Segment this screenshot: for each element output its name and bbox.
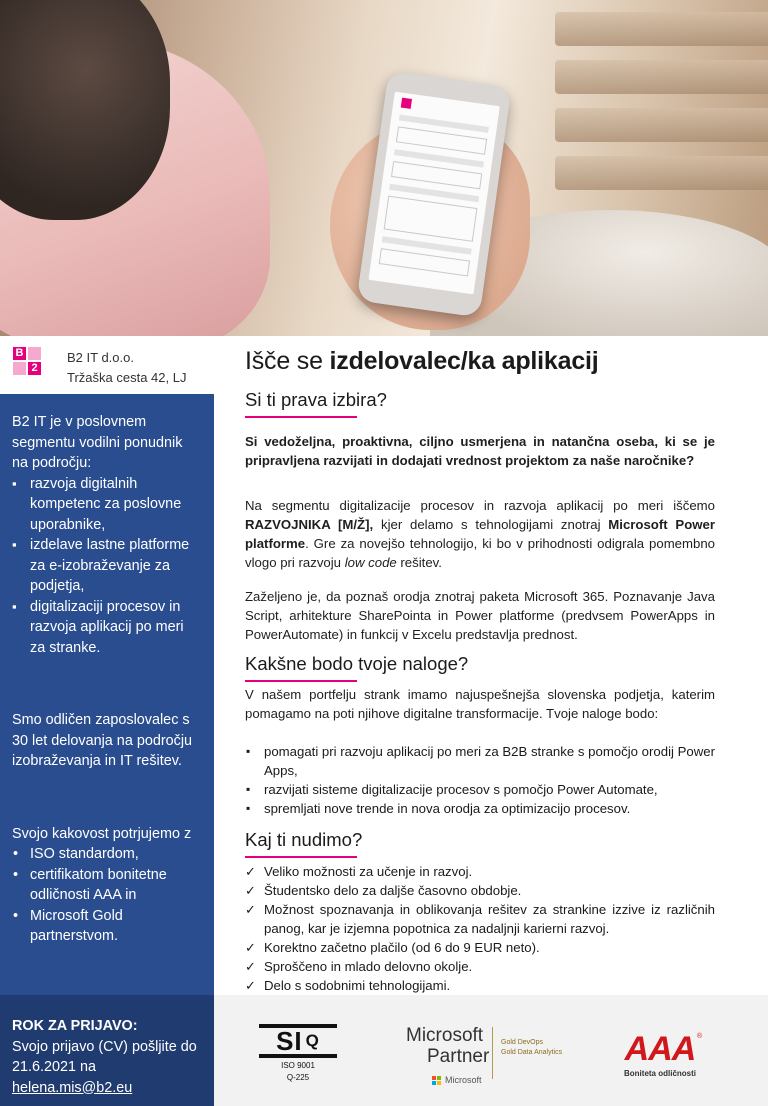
text-run: . Gre za novejšo tehnologijo, ki bo v prihodnosti odigrala pomembno vlogo pri razvoju <box>245 536 715 570</box>
list-item: ✓ Možnost spoznavanja in oblikovanja rešitev za strankine izzive iz različnih panog, kar je izjemna popotnica za nadaljnji karierni razvoj. <box>245 900 715 938</box>
logo-b: B <box>13 347 26 360</box>
flag-square <box>432 1081 436 1085</box>
registered-icon: ® <box>696 1033 702 1040</box>
sidebar-intro: B2 IT je v poslovnem segmentu vodilni ponudnik na področju: <box>12 414 183 471</box>
text-run: kjer delamo s tehnologijami znotraj <box>373 517 609 532</box>
text-run: Na segmentu digitalizacije procesov in razvoja aplikacij po meri iščemo <box>245 498 715 513</box>
tasks-list <box>245 742 715 818</box>
phone-field <box>384 196 478 242</box>
offers-list <box>245 862 715 995</box>
logo-square <box>13 362 26 375</box>
ms-line1: Microsoft <box>406 1025 484 1046</box>
paragraph-role <box>245 496 715 572</box>
title-bold: izdelovalec/ka aplikacij <box>329 347 599 375</box>
hero-photo <box>0 0 768 336</box>
logo-square <box>28 347 41 360</box>
main-content <box>245 344 715 378</box>
ms-competency: Gold Data Analytics <box>501 1049 563 1056</box>
flag-square <box>437 1081 441 1085</box>
phone-app-logo <box>401 98 412 109</box>
list-item: ▪ spremljati nove trende in nova orodja za optimizacijo procesov. <box>245 799 715 818</box>
aaa-logo <box>624 1030 702 1078</box>
ms-brand-row <box>406 1075 489 1085</box>
list-item: • ISO standardom, <box>12 844 202 865</box>
list-item: ✓ Študentsko delo za daljše časovno obdobje. <box>245 881 715 900</box>
sidebar-quality-intro: Svojo kakovost potrjujemo z <box>12 825 192 842</box>
iso-logo <box>259 1024 337 1082</box>
section-heading-tasks: Kakšne bodo tvoje naloge? <box>245 653 468 682</box>
list-item: ▪ pomagati pri razvoju aplikacij po meri za B2B stranke s pomočjo orodij Power Apps, <box>245 742 715 780</box>
microsoft-partner-logo <box>406 1026 489 1085</box>
bench-slat <box>555 108 768 142</box>
logo-2: 2 <box>28 362 41 375</box>
bench-slat <box>555 60 768 94</box>
ms-competency: Gold DevOps <box>501 1039 544 1046</box>
tasks-intro: V našem portfelju strank imamo najuspešnejša slovenska podjetja, katerim pomagamo na poti njihove digitalne transformacije. Tvoje naloge bodo: <box>245 687 715 721</box>
iso-caption-1: ISO 9001 <box>281 1061 315 1070</box>
text-run-italic: low code <box>344 555 397 570</box>
apply-email-link[interactable]: helena.mis@b2.eu <box>12 1079 133 1096</box>
footer-logos <box>214 995 768 1106</box>
list-item: ▪ razvoja digitalnih kompetenc za poslovne uporabnike, <box>12 474 202 536</box>
iso-mark: SI Q <box>259 1024 337 1058</box>
section-heading-fit: Si ti prava izbira? <box>245 389 387 418</box>
sidebar-quality-list <box>12 844 202 947</box>
list-item: • Microsoft Gold partnerstvom. <box>12 906 202 947</box>
iso-caption-2: Q-225 <box>286 1073 310 1082</box>
ms-divider <box>492 1027 493 1079</box>
list-item: ▪ digitalizaciji procesov in razvoja aplikacij po meri za stranke. <box>12 597 202 659</box>
text-run: rešitev. <box>396 555 442 570</box>
title-prefix: Išče se <box>245 347 330 375</box>
list-item: ▪ izdelave lastne platforme za e-izobraževanje za podjetja, <box>12 535 202 597</box>
paragraph-skills: Zaželjeno je, da poznaš orodja znotraj paketa Microsoft 365. Poznavanje Java Script, arhitekture SharePointa in Power platforme (predvsem PowerApps in PowerAutomate) in funkcij v Excelu predstavlja prednost. <box>245 589 715 642</box>
flag-square <box>432 1076 436 1080</box>
microsoft-flag-icon <box>432 1076 441 1085</box>
section-heading-offer: Kaj ti nudimo? <box>245 829 362 858</box>
list-item: ✓ Sproščeno in mlado delovno okolje. <box>245 957 715 976</box>
list-item: ✓ Korektno začetno plačilo (od 6 do 9 EUR neto). <box>245 938 715 957</box>
aaa-mark: AAA <box>624 1030 696 1068</box>
bench-slat <box>555 12 768 46</box>
list-item: • certifikatom bonitetne odličnosti AAA in <box>12 865 202 906</box>
text-run-bold: RAZVOJNIKA [M/Ž], <box>245 517 374 532</box>
list-item: ▪ razvijati sisteme digitalizacije procesov s pomočjo Power Automate, <box>245 780 715 799</box>
sidebar-employer: Smo odličen zaposlovalec s 30 let delovanja na področju izobraževanja in IT rešitev. <box>12 712 193 769</box>
aaa-caption: Boniteta odličnosti <box>624 1069 696 1078</box>
company-name: B2 IT d.o.o. <box>67 350 134 365</box>
lead-paragraph: Si vedoželjna, proaktivna, ciljno usmerjena in natančna oseba, ki se je pripravljena razvijati in dodajati vrednost projektom za naše naročnike? <box>245 434 715 468</box>
apply-text: Svojo prijavo (CV) pošljite do 21.6.2021 na <box>12 1038 197 1075</box>
ms-line2: Partner <box>427 1046 490 1067</box>
text-run-bold: Microsoft Power platforme <box>245 517 716 551</box>
apply-title: ROK ZA PRIJAVO: <box>12 1018 138 1034</box>
bench-slat <box>555 156 768 190</box>
b2-logo <box>13 347 43 379</box>
ms-brand: Microsoft <box>445 1075 482 1085</box>
list-item: ✓ Delo s sodobnimi tehnologijami. <box>245 976 715 995</box>
page-title <box>245 344 715 378</box>
flag-square <box>437 1076 441 1080</box>
phone-screen <box>368 92 499 295</box>
sidebar-intro-list <box>12 474 202 659</box>
company-info <box>67 348 186 388</box>
company-address: Tržaška cesta 42, LJ <box>67 370 187 385</box>
list-item: ✓ Veliko možnosti za učenje in razvoj. <box>245 862 715 881</box>
apply-box <box>0 995 214 1106</box>
ms-competencies <box>501 1038 562 1058</box>
sidebar <box>0 394 214 995</box>
